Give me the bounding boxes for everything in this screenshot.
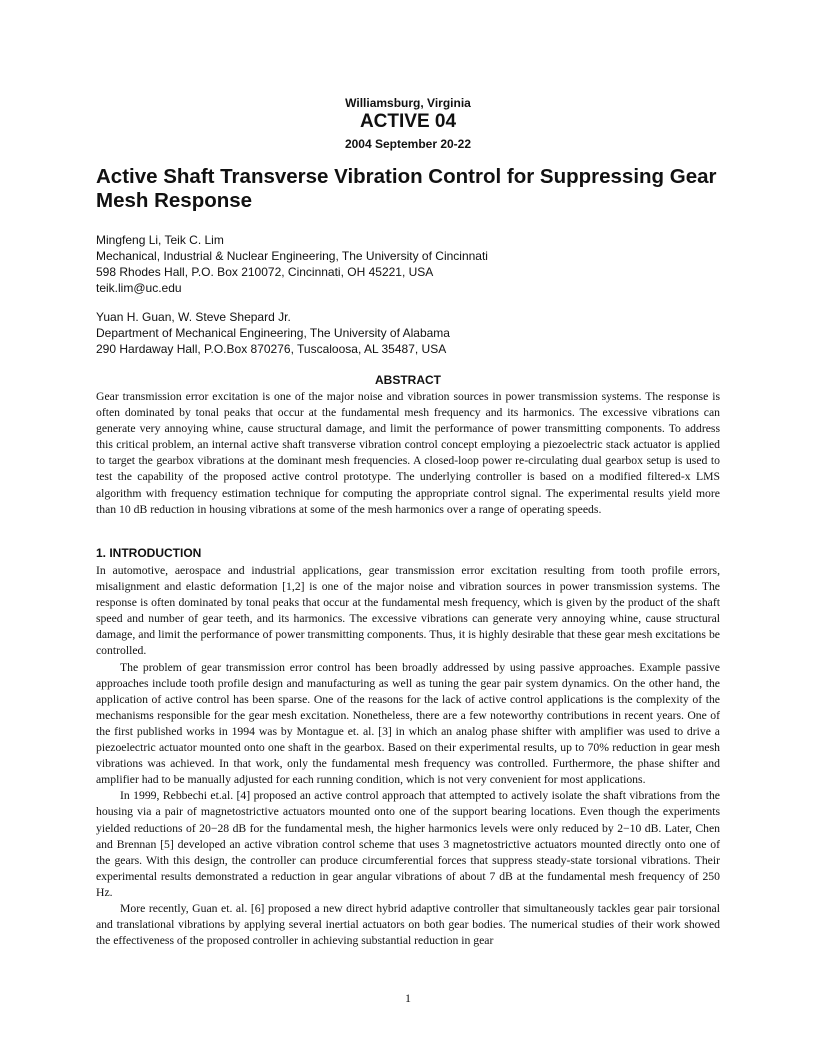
author-affiliation: Department of Mechanical Engineering, The University of Alabama [96, 326, 450, 340]
intro-paragraph: In 1999, Rebbechi et.al. [4] proposed an active control approach that attempted to actively isolate the shaft vibrations from the housing via a pair of magnetostrictive actuators mounted onto one of the support bearing locations. Even though the experiments yielded reductions of 20−28 dB for the fundamental mesh, the higher harmonics levels were only reduced by 2−10 dB. Later, Chen and Brennan [5] developed an active vibration control scheme that uses 3 magnetostrictive actuators mounted directly onto one of the gears. With this design, the controller can produce circumferential forces that suppress steady-state torsional vibrations. Their experimental results demonstrated a reduction in gear angular vibrations of about 7 dB at the fundamental mesh frequency of 250 Hz. [96, 789, 720, 899]
abstract-heading: ABSTRACT [375, 373, 441, 387]
author-address: 598 Rhodes Hall, P.O. Box 210072, Cincinnati, OH 45221, USA [96, 265, 434, 279]
author-names: Mingfeng Li, Teik C. Lim [96, 233, 224, 247]
page-number: 1 [405, 991, 411, 1005]
intro-paragraph: The problem of gear transmission error control has been broadly addressed by using passive approaches. Example passive approaches include tooth profile design and manufacturing as well as tuning the gear pair system dynamics. On the other hand, the application of active control has been sparse. One of the reasons for the lack of active control applications is the complexity of the mechanisms responsible for the gear mesh excitation. Nonetheless, there are a few noteworthy contributions in recent years. One of the first published works in 1994 was by Montague et. al. [3] in which an analog phase shifter with amplifier was used to drive a piezoelectric actuator mounted onto one shaft in the gearbox. Based on their experimental results, up to 70% reduction in gear mesh vibrations was achieved. In that work, only the fundamental mesh frequency was controlled. Furthermore, the phase shifter and amplifier had to be manually adjusted for each running condition, which is not very convenient for most applications. [96, 660, 720, 787]
conference-location: Williamsburg, Virginia [345, 96, 471, 110]
paper-title: Active Shaft Transverse Vibration Control for Suppressing Gear Mesh Response [96, 165, 717, 212]
author-email: teik.lim@uc.edu [96, 281, 182, 295]
introduction-body [96, 563, 720, 949]
author-block-1 [96, 232, 720, 296]
introduction-heading: 1. INTRODUCTION [96, 546, 202, 560]
intro-paragraph: More recently, Guan et. al. [6] proposed a new direct hybrid adaptive controller that simultaneously tackles gear pair torsional and translational vibrations by applying several inertial actuators on both gear bodies. The numerical studies of their work showed the effectiveness of the proposed controller in achieving substantial reduction in gear [96, 901, 720, 948]
conference-date: 2004 September 20-22 [344, 137, 472, 151]
abstract-text: Gear transmission error excitation is one of the major noise and vibration sources in power transmission systems. The response is often dominated by tonal peaks that occur at the fundamental mesh frequency and its harmonics. The excessive vibrations can generate very annoying whine, cause structural damage, and limit the performance of power transmitting components. To address this critical problem, an internal active shaft transverse vibration control concept employing a piezoelectric stack actuator is applied to target the gearbox vibrations at the dominant mesh frequencies. A closed-loop power re-circulating dual gearbox setup is used to test the capability of the proposed active control prototype. The underlying controller is based on a modified filtered-x LMS algorithm with frequency estimation technique for computing the appropriate control signal. The experimental results yield more than 10 dB reduction in housing vibrations at some of the mesh harmonics over a range of operating speeds. [96, 390, 720, 516]
intro-paragraph: In automotive, aerospace and industrial applications, gear transmission error excitation resulting from tooth profile errors, misalignment and elastic deformation [1,2] is one of the major noise and vibration sources in power transmission systems. The response is often dominated by tonal peaks that occur at the fundamental mesh frequency, which is given by the product of the shaft speed and number of gear teeth, and its harmonics. The excessive vibrations can generate very annoying whine, cause structural damage, and limit the performance of power transmitting components. Thus, it is highly desirable that these gear mesh excitations be controlled. [96, 564, 720, 658]
author-block-2 [96, 309, 720, 357]
author-affiliation: Mechanical, Industrial & Nuclear Engineering, The University of Cincinnati [96, 249, 488, 263]
author-address: 290 Hardaway Hall, P.O.Box 870276, Tuscaloosa, AL 35487, USA [96, 342, 447, 356]
author-names: Yuan H. Guan, W. Steve Shepard Jr. [96, 310, 291, 324]
conference-name: ACTIVE 04 [359, 111, 457, 132]
